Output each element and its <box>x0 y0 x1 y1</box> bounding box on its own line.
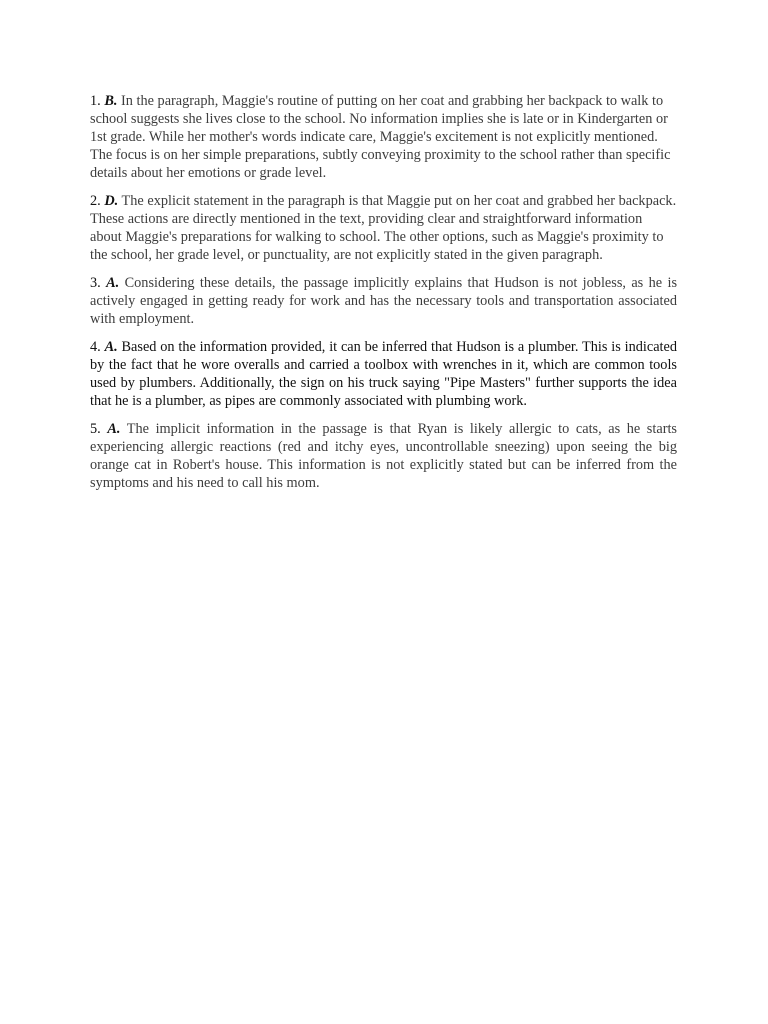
answer-text: The implicit information in the passage is that Ryan is likely allergic to cats, as he starts experiencing allergic reactions (red and itchy eyes, uncontrollable sneezing) upon seeing the big orange cat in Robert's house. This information is not explicitly stated but can be inferred from the symptoms and his need to call his mom. <box>90 421 677 491</box>
answer-text: The explicit statement in the paragraph is that Maggie put on her coat and grabbed her backpack. These actions are directly mentioned in the text, providing clear and straightforward information about Maggie's preparations for walking to school. The other options, such as Maggie's proximity to the school, her grade level, or punctuality, are not explicitly stated in the given paragraph. <box>90 193 677 263</box>
answer-2 <box>90 192 677 264</box>
answer-3 <box>90 274 677 328</box>
answer-letter: A. <box>107 421 121 437</box>
answer-number: 4. <box>90 339 101 355</box>
answer-number: 1. <box>90 93 101 109</box>
answer-number: 2. <box>90 193 101 209</box>
answer-4 <box>90 338 677 410</box>
answer-text: Based on the information provided, it can be inferred that Hudson is a plumber. This is indicated by the fact that he wore overalls and carried a toolbox with wrenches in it, which are common tools used by plumbers. Additionally, the sign on his truck saying "Pipe Masters" further supports the idea that he is a plumber, as pipes are commonly associated with plumbing work. <box>90 339 678 409</box>
answer-letter: A. <box>104 339 118 355</box>
answer-letter: A. <box>106 275 120 291</box>
answer-letter: D. <box>104 193 119 209</box>
answer-letter: B. <box>104 93 118 109</box>
answer-text: In the paragraph, Maggie's routine of putting on her coat and grabbing her backpack to walk to school suggests she lives close to the school. No information implies she is late or in Kindergarten or 1st grade. While her mother's words indicate care, Maggie's excitement is not explicitly mentioned. The focus is on her simple preparations, subtly conveying proximity to the school rather than specific details about her emotions or grade level. <box>90 93 671 181</box>
document-page <box>90 92 677 502</box>
answer-number: 5. <box>90 421 101 437</box>
answer-text: Considering these details, the passage implicitly explains that Hudson is not jobless, as he is actively engaged in getting ready for work and has the necessary tools and transportation associated with employment. <box>90 275 678 327</box>
answer-5 <box>90 420 677 492</box>
answer-1 <box>90 92 677 182</box>
answer-number: 3. <box>90 275 101 291</box>
